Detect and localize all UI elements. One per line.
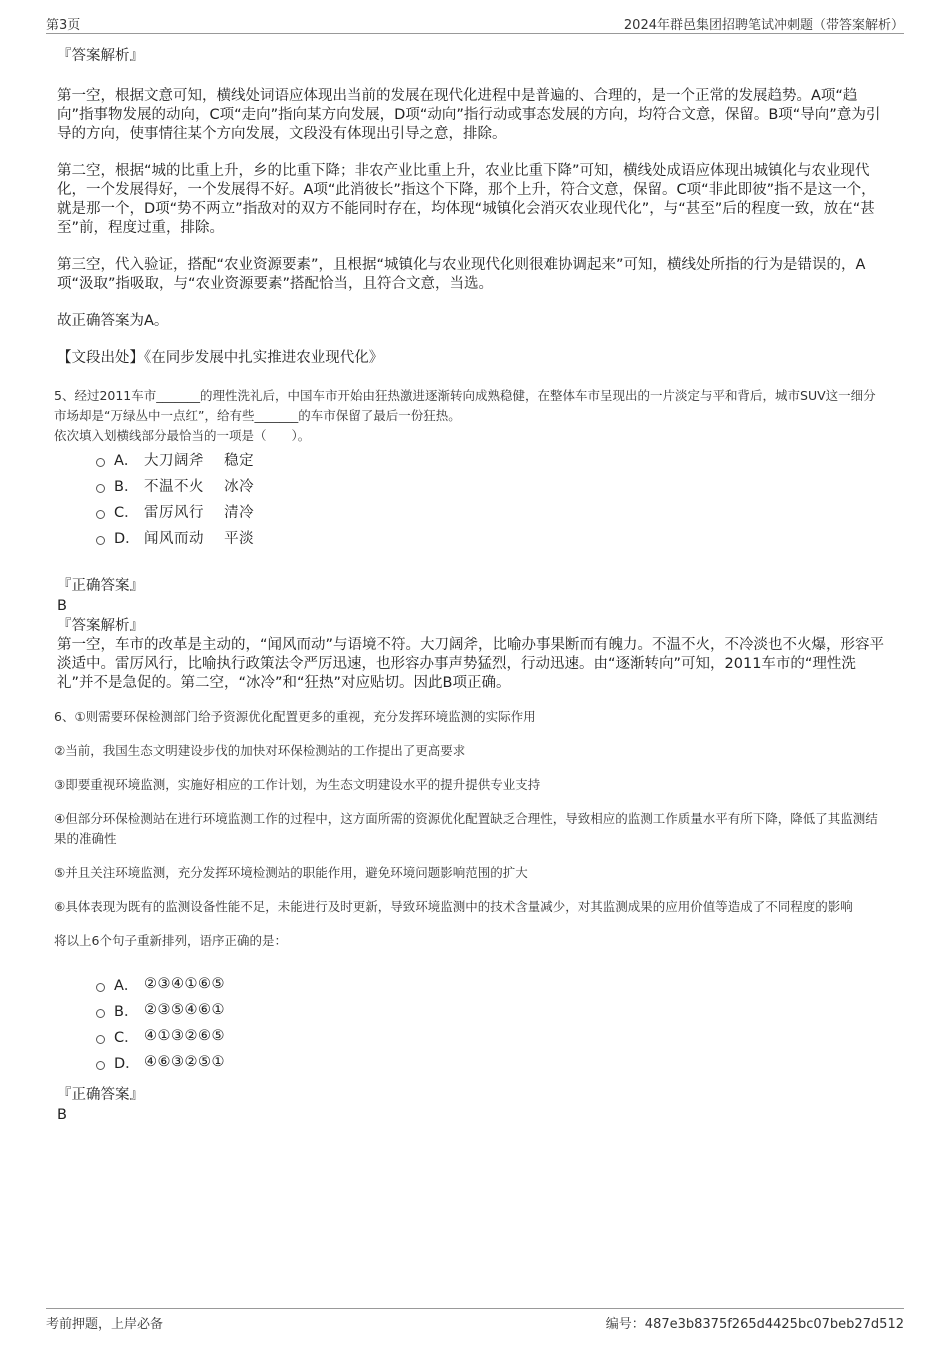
analysis-paragraph-3: 第三空，代入验证，搭配“农业资源要素”，且根据“城镇化与农业现代化则很难协调起来”可知，横线处所指的行为是错误的，A项“汲取”指吸取，与“农业资源要素”搭配恰当，且符合文意，当选。 xyxy=(57,257,866,292)
option-b[interactable] xyxy=(96,997,885,1023)
radio-icon[interactable] xyxy=(96,1035,105,1044)
radio-icon[interactable] xyxy=(96,484,105,493)
page-content xyxy=(54,46,885,1125)
question-6-options xyxy=(96,971,885,1075)
option-text: ④①③②⑥⑤ xyxy=(144,1028,225,1044)
question-5-prompt: 依次填入划横线部分最恰当的一项是（ ）。 xyxy=(54,428,311,443)
correct-answer-label: 『正确答案』 xyxy=(57,1087,144,1103)
radio-icon[interactable] xyxy=(96,1009,105,1018)
analysis-paragraph-1: 第一空，根据文意可知，横线处词语应体现出当前的发展在现代化进程中是普遍的、合理的，是一个正常的发展趋势。A项“趋向”指事物发展的动向，C项“走向”指向某方向发展，D项“动向”指行动或事态发展的方向，均符合文意，保留。B项“导向”意为引导的方向，使事情往某个方向发展，文段没有体现出引导之意，排除。 xyxy=(57,88,881,142)
option-c[interactable] xyxy=(96,498,885,524)
option-text: 不温不火 冰冷 xyxy=(144,478,255,495)
option-letter: C． xyxy=(114,504,139,521)
footer-slogan: 考前押题，上岸必备 xyxy=(46,1317,164,1332)
document-title: 2024年群邑集团招聘笔试冲刺题（带答案解析） xyxy=(623,18,904,33)
option-letter: B． xyxy=(114,478,139,495)
analysis-label: 『答案解析』 xyxy=(57,618,144,634)
source-citation: 【文段出处】《在同步发展中扎实推进农业现代化》 xyxy=(57,350,384,366)
question-5-analysis: 第一空，车市的改革是主动的，“闻风而动”与语境不符。大刀阔斧，比喻办事果断而有魄力。不温不火，不冷淡也不火爆，形容平淡适中。雷厉风行，比喻执行政策法令严厉迅速，也形容办事声势猛烈，行动迅速。由“逐渐转向”可知，2011车市的“理性洗礼”并不是急促的。第二空，“冰冷”和“狂热”对应贴切。因此B项正确。 xyxy=(57,637,885,691)
question-6-prompt: 将以上6个句子重新排列，语序正确的是： xyxy=(54,933,287,948)
option-text: ②③④①⑥⑤ xyxy=(144,976,225,992)
question-5-options xyxy=(96,446,885,550)
option-letter: A． xyxy=(114,977,139,994)
correct-answer: B xyxy=(57,1107,67,1123)
sentence-1: 6、①则需要环保检测部门给予资源优化配置更多的重视，充分发挥环境监测的实际作用 xyxy=(54,709,536,724)
correct-answer: B xyxy=(57,598,67,614)
radio-icon[interactable] xyxy=(96,1061,105,1070)
question-5-stem: 5、经过2011车市_______的理性洗礼后，中国车市开始由狂热激进逐渐转向成熟稳健，在整体车市呈现出的一片淡定与平和背后，城市SUV这一细分市场却是“万绿丛中一点红”，给有些_______的车市保留了最后一份狂热。 xyxy=(54,388,876,423)
option-a[interactable] xyxy=(96,971,885,997)
option-letter: D． xyxy=(114,530,140,547)
option-text: 雷厉风行 清冷 xyxy=(144,504,255,521)
option-letter: D． xyxy=(114,1055,140,1072)
option-d[interactable] xyxy=(96,524,885,550)
document-id: 编号：487e3b8375f265d4425bc07beb27d512 xyxy=(605,1317,904,1332)
page-number: 第3页 xyxy=(46,18,81,33)
sentence-4: ④但部分环保检测站在进行环境监测工作的过程中，这方面所需的资源优化配置缺乏合理性，导致相应的监测工作质量水平有所下降，降低了其监测结果的准确性 xyxy=(54,811,878,846)
option-d[interactable] xyxy=(96,1049,885,1075)
correct-answer-label: 『正确答案』 xyxy=(57,578,144,594)
radio-icon[interactable] xyxy=(96,536,105,545)
option-text: 闻风而动 平淡 xyxy=(144,530,255,547)
radio-icon[interactable] xyxy=(96,510,105,519)
option-letter: A． xyxy=(114,452,139,469)
header-divider xyxy=(46,33,904,34)
radio-icon[interactable] xyxy=(96,458,105,467)
sentence-3: ③即要重视环境监测，实施好相应的工作计划，为生态文明建设水平的提升提供专业支持 xyxy=(54,777,541,792)
option-text: ②③⑤④⑥① xyxy=(144,1002,225,1018)
option-text: ④⑥③②⑤① xyxy=(144,1054,225,1070)
analysis-paragraph-2: 第二空，根据“城的比重上升，乡的比重下降；非农产业比重上升，农业比重下降”可知，横线处成语应体现出城镇化与农业现代化，一个发展得好，一个发展得不好。A项“此消彼长”指这个下降，那个上升，符合文意，保留。C项“非此即彼”指不是这一个，就是那一个，D项“势不两立”指敌对的双方不能同时存在，均体现“城镇化会消灭农业现代化”，与“甚至”后的程度一致，放在“甚至”前，程度过重，排除。 xyxy=(57,163,876,236)
option-text: 大刀阔斧 稳定 xyxy=(144,452,255,469)
option-b[interactable] xyxy=(96,472,885,498)
option-letter: C． xyxy=(114,1029,139,1046)
final-answer-note: 故正确答案为A。 xyxy=(57,313,169,329)
option-a[interactable] xyxy=(96,446,885,472)
option-c[interactable] xyxy=(96,1023,885,1049)
analysis-label: 『答案解析』 xyxy=(57,48,144,64)
option-letter: B． xyxy=(114,1003,139,1020)
sentence-5: ⑤并且关注环境监测，充分发挥环境检测站的职能作用，避免环境问题影响范围的扩大 xyxy=(54,865,528,880)
sentence-2: ②当前，我国生态文明建设步伐的加快对环保检测站的工作提出了更高要求 xyxy=(54,743,466,758)
radio-icon[interactable] xyxy=(96,983,105,992)
footer-divider xyxy=(46,1308,904,1309)
sentence-6: ⑥具体表现为既有的监测设备性能不足，未能进行及时更新，导致环境监测中的技术含量减少，对其监测成果的应用价值等造成了不同程度的影响 xyxy=(54,899,853,914)
